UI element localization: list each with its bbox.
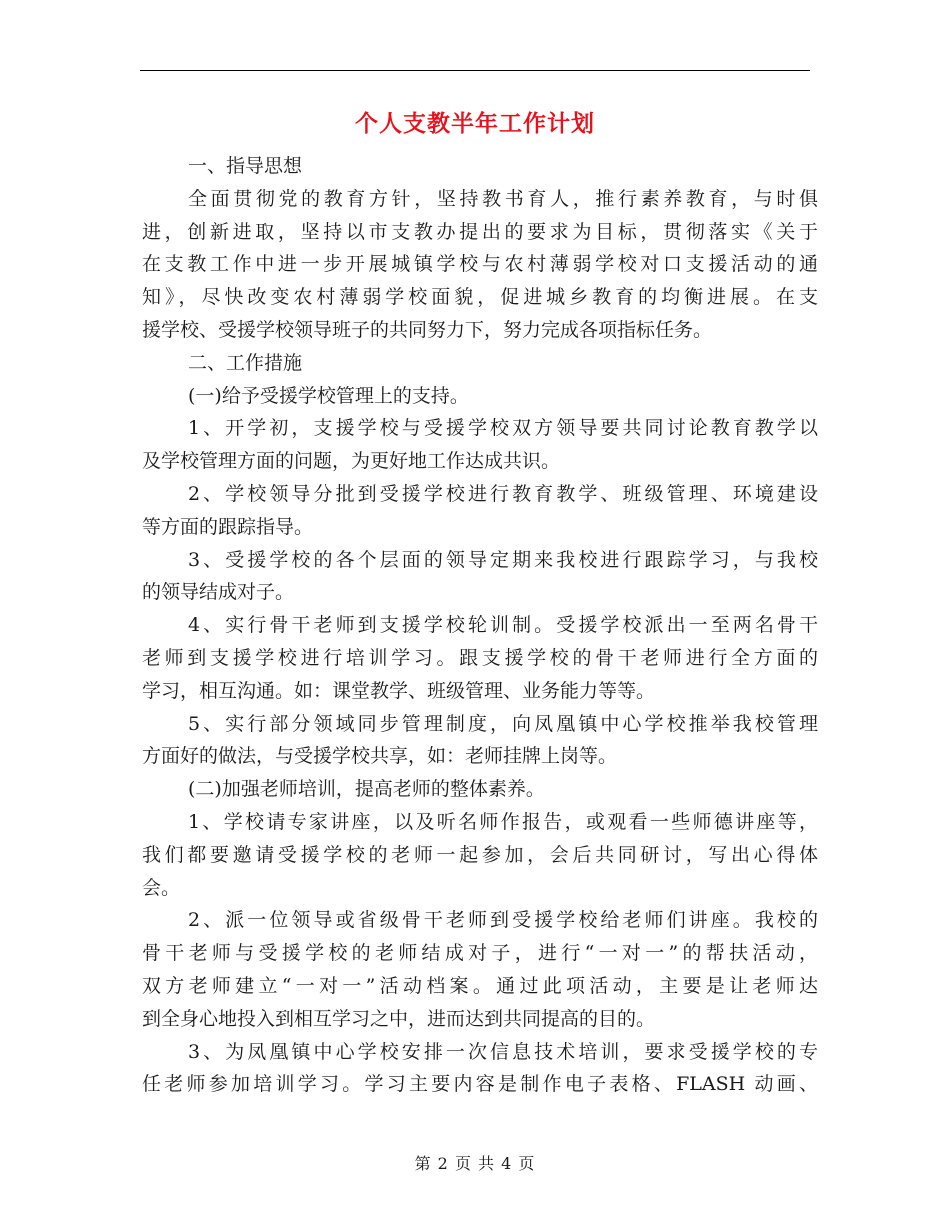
paragraph-line: (二)加强老师培训，提高老师的整体素养。 xyxy=(188,778,545,801)
paragraph-line: 知》，尽快改变农村薄弱学校面貌，促进城乡教育的均衡进展。在支 xyxy=(142,286,818,309)
paragraph-line: 会。 xyxy=(142,876,181,899)
paragraph-line: 老师到支援学校进行培训学习。跟支援学校的骨干老师进行全方面的 xyxy=(142,646,818,669)
paragraph-line: 方面好的做法，与受援学校共享，如：老师挂牌上岗等。 xyxy=(142,745,618,768)
paragraph-line: 2、学校领导分批到受援学校进行教育教学、班级管理、环境建设 xyxy=(188,482,818,505)
paragraph-line: 我们都要邀请受援学校的老师一起参加，会后共同研讨，写出心得体 xyxy=(142,843,818,866)
paragraph-line: 在支教工作中进一步开展城镇学校与农村薄弱学校对口支援活动的通 xyxy=(142,253,818,276)
paragraph-line: 5、实行部分领域同步管理制度，向凤凰镇中心学校推举我校管理 xyxy=(188,712,818,735)
paragraph-line: 1、开学初，支援学校与受援学校双方领导要共同讨论教育教学以 xyxy=(188,417,818,440)
paragraph-line: 3、受援学校的各个层面的领导定期来我校进行跟踪学习，与我校 xyxy=(188,548,818,571)
paragraph-line: 及学校管理方面的问题，为更好地工作达成共识。 xyxy=(142,450,561,473)
paragraph-line: 任老师参加培训学习。学习主要内容是制作电子表格、FLASH 动画、 xyxy=(142,1073,818,1096)
paragraph-line: 二、工作措施 xyxy=(188,351,303,374)
paragraph-line: 一、指导思想 xyxy=(188,155,303,177)
paragraph-line: 的领导结成对子。 xyxy=(142,581,295,604)
paragraph-line: 4、实行骨干老师到支援学校轮训制。受援学校派出一至两名骨干 xyxy=(188,614,818,637)
paragraph-line: 3、为凤凰镇中心学校安排一次信息技术培训，要求受援学校的专 xyxy=(188,1040,818,1063)
paragraph-line: 双方老师建立“一对一”活动档案。通过此项活动，主要是让老师达 xyxy=(142,974,818,997)
paragraph-line: 等方面的跟踪指导。 xyxy=(142,515,314,538)
page-number-footer: 第 2 页 共 4 页 xyxy=(414,1154,536,1173)
paragraph-line: 到全身心地投入到相互学习之中，进而达到共同提高的目的。 xyxy=(142,1007,656,1030)
paragraph-line: (一)给予受援学校管理上的支持。 xyxy=(188,384,469,407)
paragraph-line: 1、学校请专家讲座，以及听名师作报告，或观看一些师德讲座等， xyxy=(188,810,818,833)
paragraph-line: 全面贯彻党的教育方针，坚持教书育人，推行素养教育，与时俱 xyxy=(188,187,818,210)
header-rule xyxy=(140,70,810,71)
paragraph-line: 援学校、受援学校领导班子的共同努力下，努力完成各项指标任务。 xyxy=(142,318,713,341)
document-body xyxy=(142,150,818,1101)
document-title: 个人支教半年工作计划 xyxy=(355,110,595,137)
paragraph-line: 2、派一位领导或省级骨干老师到受援学校给老师们讲座。我校的 xyxy=(188,909,818,932)
paragraph-line: 进，创新进取，坚持以市支教办提出的要求为目标，贯彻落实《关于 xyxy=(142,220,818,243)
paragraph-line: 骨干老师与受援学校的老师结成对子，进行“一对一”的帮扶活动， xyxy=(142,942,818,965)
paragraph-line: 学习，相互沟通。如：课堂教学、班级管理、业务能力等等。 xyxy=(142,679,656,702)
